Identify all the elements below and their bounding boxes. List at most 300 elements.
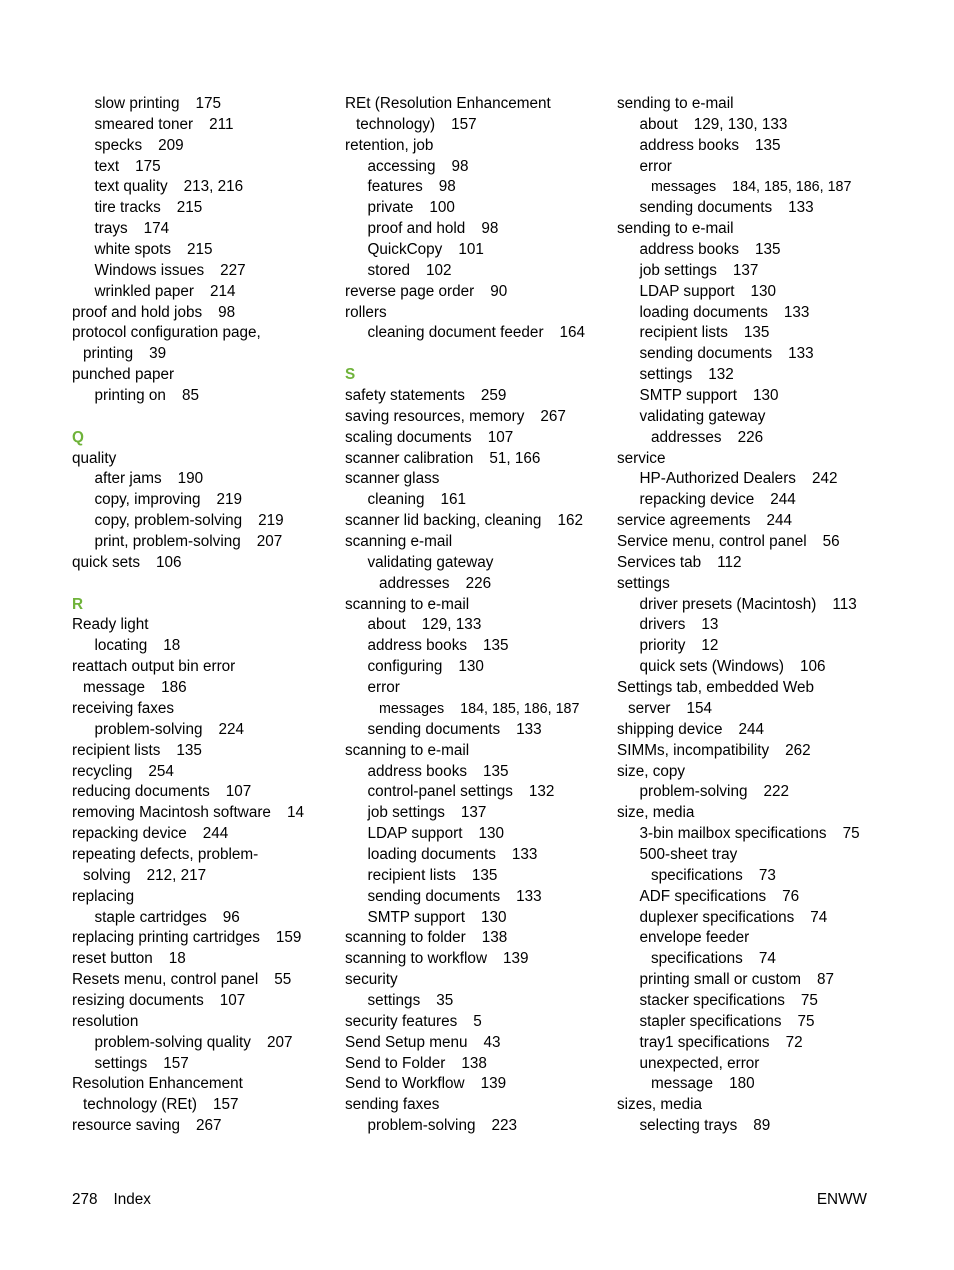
index-page-ref[interactable]: 184, 185, 186, 187	[460, 700, 580, 717]
index-term: proof and hold jobs	[72, 303, 203, 321]
index-page-ref[interactable]: 162	[557, 512, 583, 530]
index-page-ref[interactable]: 157	[212, 1096, 239, 1114]
index-term: text	[94, 157, 120, 175]
index-page-ref[interactable]: 242	[811, 470, 838, 488]
index-term: solving	[83, 866, 131, 884]
index-page-ref[interactable]: 190	[177, 470, 204, 488]
index-page-ref[interactable]: 139	[480, 1075, 507, 1093]
index-page-ref[interactable]: 184, 185, 186, 187	[732, 179, 852, 196]
index-entry	[617, 386, 860, 407]
index-entry	[72, 991, 304, 1012]
index-page-ref[interactable]: 73	[758, 866, 776, 884]
index-term: security	[345, 971, 398, 989]
index-page-ref[interactable]: 138	[481, 929, 508, 947]
index-term: about	[367, 616, 406, 634]
index-page-ref[interactable]: 226	[465, 574, 492, 592]
index-entry	[345, 1116, 585, 1137]
index-page-ref[interactable]: 138	[461, 1054, 487, 1072]
index-page-ref[interactable]: 207	[256, 533, 283, 551]
index-entry	[617, 1116, 860, 1137]
index-page-ref[interactable]: 85	[181, 387, 199, 405]
index-term: stacker specifications	[639, 991, 785, 1009]
index-term: drivers	[639, 616, 686, 634]
index-entry	[617, 511, 860, 532]
index-page-ref[interactable]: 98	[218, 303, 236, 321]
index-entry	[72, 699, 304, 720]
index-term: ADF specifications	[639, 887, 767, 905]
index-term: wrinkled paper	[94, 282, 194, 300]
index-entry	[345, 741, 585, 762]
index-letter-heading: R	[72, 595, 84, 613]
index-page-ref[interactable]: 267	[540, 407, 566, 425]
index-entry	[617, 1054, 860, 1075]
index-page-ref[interactable]: 107	[219, 991, 246, 1009]
index-term: address books	[639, 241, 739, 259]
index-entry	[617, 428, 860, 449]
index-page-ref[interactable]: 132	[528, 783, 555, 801]
index-page-ref[interactable]: 215	[187, 241, 213, 259]
index-entry	[617, 469, 860, 490]
index-page-ref[interactable]: 98	[438, 178, 456, 196]
index-entry	[345, 219, 585, 240]
index-entry	[72, 720, 304, 741]
index-page-ref[interactable]: 51, 166	[489, 449, 541, 467]
index-term: reset button	[72, 950, 153, 968]
index-page-ref[interactable]: 135	[483, 637, 509, 655]
index-term: scanning e-mail	[345, 533, 453, 551]
index-page-ref[interactable]: 180	[729, 1075, 755, 1093]
index-entry	[345, 94, 585, 115]
index-entry	[617, 762, 860, 783]
index-term: smeared toner	[94, 115, 194, 133]
index-term: driver presets (Macintosh)	[639, 595, 817, 613]
index-page-ref[interactable]: 212, 217	[146, 866, 207, 884]
index-page-ref[interactable]: 244	[770, 491, 796, 509]
index-page-ref[interactable]: 102	[426, 261, 452, 279]
index-term: replacing	[72, 887, 135, 905]
index-entry	[617, 490, 860, 511]
index-term: envelope feeder	[639, 929, 750, 947]
index-term: problem-solving	[94, 720, 203, 738]
index-term: printing	[83, 345, 134, 363]
index-entry	[72, 1012, 304, 1033]
index-entry	[72, 240, 304, 261]
index-term: validating gateway	[367, 553, 494, 571]
index-page-ref[interactable]: 207	[266, 1033, 293, 1051]
index-term: safety statements	[345, 387, 465, 405]
index-entry	[617, 198, 860, 219]
index-entry	[72, 1074, 304, 1095]
index-term: scanning to workflow	[345, 950, 487, 968]
index-page-ref[interactable]: 139	[503, 950, 529, 968]
index-entry	[345, 845, 585, 866]
index-term: printing on	[94, 387, 166, 405]
index-entry	[617, 636, 860, 657]
index-term: scanner lid backing, cleaning	[345, 512, 542, 530]
index-entry	[72, 866, 304, 887]
index-entry	[345, 678, 585, 699]
index-page-ref[interactable]: 133	[788, 199, 814, 217]
index-term: saving resources, memory	[345, 407, 525, 425]
index-entry	[72, 824, 304, 845]
index-entry	[345, 574, 585, 595]
index-entry	[72, 449, 304, 470]
index-term: Windows issues	[94, 261, 205, 279]
index-entry	[72, 949, 304, 970]
index-entry	[72, 532, 304, 553]
index-term: scanner glass	[345, 470, 440, 488]
index-entry	[617, 678, 860, 699]
index-entry	[345, 970, 585, 991]
index-page-ref[interactable]: 154	[686, 699, 713, 717]
index-term: settings	[367, 991, 421, 1009]
index-page-ref[interactable]: 43	[483, 1033, 501, 1051]
index-entry	[345, 553, 585, 574]
index-entry	[617, 928, 860, 949]
index-entry	[617, 365, 860, 386]
index-term: resolution	[72, 1012, 139, 1030]
index-term: private	[367, 199, 414, 217]
index-term: stapler specifications	[639, 1012, 782, 1030]
index-term: sending to e-mail	[617, 95, 734, 112]
index-entry	[345, 511, 585, 532]
index-term: text quality	[94, 178, 168, 196]
index-entry	[617, 595, 860, 616]
index-term: shipping device	[617, 720, 723, 738]
index-entry	[617, 115, 860, 136]
index-term: Service menu, control panel	[617, 533, 807, 551]
index-page-ref[interactable]: 132	[708, 366, 734, 384]
index-page-ref[interactable]: 87	[817, 971, 835, 989]
index-entry	[617, 449, 860, 470]
index-entry	[72, 198, 304, 219]
index-term: problem-solving quality	[94, 1033, 251, 1051]
index-entry	[72, 887, 304, 908]
page-footer-left	[72, 1190, 151, 1210]
index-page-ref[interactable]: 219	[216, 491, 243, 509]
index-page-ref[interactable]: 175	[195, 95, 222, 112]
index-page-ref[interactable]: 223	[491, 1117, 518, 1135]
index-term: Send to Workflow	[345, 1075, 465, 1093]
index-entry	[72, 157, 304, 178]
index-page-ref[interactable]: 244	[202, 825, 229, 843]
index-entry	[617, 866, 860, 887]
index-page-ref[interactable]: 157	[451, 115, 477, 133]
index-term: address books	[367, 637, 467, 655]
index-term: quick sets	[72, 553, 141, 571]
index-entry	[345, 782, 585, 803]
index-term: messages	[651, 179, 717, 196]
index-page-ref[interactable]: 133	[511, 845, 538, 863]
index-entry	[345, 887, 585, 908]
index-term: priority	[639, 637, 686, 655]
index-page-ref[interactable]: 135	[471, 866, 498, 884]
index-page-ref[interactable]: 174	[143, 220, 170, 238]
index-page-ref[interactable]: 101	[458, 241, 484, 259]
index-term: 500-sheet tray	[639, 845, 738, 863]
index-page-ref[interactable]: 164	[559, 324, 586, 342]
index-entry	[345, 490, 585, 511]
index-entry	[617, 407, 860, 428]
index-term: problem-solving	[367, 1117, 476, 1135]
index-page-ref[interactable]: 113	[832, 595, 857, 613]
index-page-ref[interactable]: 186	[161, 679, 187, 697]
index-entry	[617, 699, 860, 720]
index-entry	[72, 490, 304, 511]
index-page-ref[interactable]: 157	[163, 1054, 189, 1072]
index-page-ref[interactable]: 226	[737, 428, 764, 446]
index-term: copy, improving	[94, 491, 201, 509]
index-term: cleaning document feeder	[367, 324, 544, 342]
index-term: replacing printing cartridges	[72, 929, 260, 947]
index-entry	[617, 949, 860, 970]
index-term: address books	[639, 136, 739, 154]
index-page-ref[interactable]: 72	[785, 1033, 803, 1051]
index-page-ref[interactable]: 135	[743, 324, 770, 342]
index-page-ref[interactable]: 259	[480, 387, 507, 405]
index-page-ref[interactable]: 211	[209, 115, 234, 133]
index-page-ref[interactable]: 76	[782, 887, 800, 905]
index-term: Services tab	[617, 553, 702, 571]
index-term: stored	[367, 261, 411, 279]
index-page-ref[interactable]: 74	[758, 950, 776, 968]
index-term: cleaning	[367, 491, 425, 509]
index-entry	[72, 970, 304, 991]
index-term: message	[651, 1075, 714, 1093]
index-column-3	[617, 94, 860, 1137]
index-page-ref[interactable]: 133	[516, 887, 542, 905]
index-page-ref[interactable]: 130	[753, 387, 779, 405]
index-entry	[345, 699, 585, 720]
index-entry	[345, 469, 585, 490]
index-term: rollers	[345, 303, 387, 321]
index-page-ref[interactable]: 135	[755, 241, 781, 259]
index-term: loading documents	[639, 303, 768, 321]
index-entry	[72, 1033, 304, 1054]
index-entry	[617, 991, 860, 1012]
index-entry	[617, 845, 860, 866]
index-page-ref[interactable]: 75	[800, 991, 818, 1009]
index-page-ref[interactable]: 137	[460, 804, 487, 822]
index-page-ref[interactable]: 98	[481, 220, 499, 238]
index-term: Settings tab, embedded Web	[617, 679, 815, 697]
index-page-ref[interactable]: 262	[785, 741, 811, 759]
index-page-ref[interactable]: 39	[149, 345, 167, 363]
index-page-ref[interactable]: 161	[440, 491, 467, 509]
index-entry	[617, 615, 860, 636]
index-entry	[345, 115, 585, 136]
page-number: 278	[72, 1191, 98, 1208]
index-term: error	[639, 157, 672, 175]
index-term: HP-Authorized Dealers	[639, 470, 796, 488]
index-entry	[617, 803, 860, 824]
index-page-ref[interactable]: 135	[483, 762, 509, 780]
index-entry	[72, 344, 304, 365]
index-term: sending documents	[639, 345, 773, 363]
index-page-ref[interactable]: 129, 130, 133	[693, 115, 788, 133]
index-page-ref[interactable]: 254	[148, 762, 174, 780]
section-name: Index	[113, 1191, 151, 1208]
index-term: sending documents	[639, 199, 773, 217]
index-page-ref[interactable]: 133	[516, 720, 542, 738]
index-page-ref[interactable]: 130	[750, 282, 776, 300]
index-entry	[72, 762, 304, 783]
index-term: sending faxes	[345, 1096, 440, 1114]
index-entry	[72, 323, 304, 344]
index-term: proof and hold	[367, 220, 466, 238]
index-entry	[617, 970, 860, 991]
index-term: locating	[94, 637, 148, 655]
index-page-ref[interactable]: 219	[258, 512, 284, 530]
index-entry	[345, 928, 585, 949]
index-term: recipient lists	[639, 324, 728, 342]
index-page-ref[interactable]: 100	[429, 199, 455, 217]
index-term: specks	[94, 136, 143, 154]
index-entry	[72, 928, 304, 949]
index-page-ref[interactable]: 133	[788, 345, 814, 363]
index-page-ref[interactable]: 215	[176, 199, 203, 217]
index-page-ref[interactable]: 107	[225, 783, 252, 801]
index-entry	[345, 1054, 585, 1075]
index-page-ref[interactable]: 175	[135, 157, 161, 175]
index-page-ref[interactable]: 135	[176, 741, 202, 759]
index-entry	[345, 762, 585, 783]
index-page-ref[interactable]: 135	[755, 136, 781, 154]
index-page-ref[interactable]: 227	[220, 261, 246, 279]
index-page-ref[interactable]: 106	[156, 553, 182, 571]
index-page-ref[interactable]: 18	[163, 637, 181, 655]
index-entry	[617, 219, 860, 240]
index-term: retention, job	[345, 136, 434, 154]
index-entry	[72, 511, 304, 532]
index-page-ref[interactable]: 74	[810, 908, 828, 926]
index-term: Resets menu, control panel	[72, 971, 259, 989]
index-term: repacking device	[639, 491, 755, 509]
index-term: recipient lists	[367, 866, 456, 884]
index-page-ref[interactable]: 96	[222, 908, 240, 926]
index-term: duplexer specifications	[639, 908, 795, 926]
index-page-ref[interactable]: 130	[458, 658, 484, 676]
index-entry	[617, 532, 860, 553]
index-term: control-panel settings	[367, 783, 513, 801]
index-page-ref[interactable]: 75	[797, 1012, 815, 1030]
index-entry	[72, 219, 304, 240]
index-term: error	[367, 679, 400, 697]
index-term: job settings	[639, 261, 717, 279]
index-term: recipient lists	[72, 741, 161, 759]
index-page-ref[interactable]: 14	[286, 804, 304, 822]
index-entry	[617, 887, 860, 908]
index-term: scanning to e-mail	[345, 741, 470, 759]
index-entry	[345, 428, 585, 449]
index-entry	[72, 94, 304, 115]
index-entry	[617, 282, 860, 303]
index-entry	[617, 157, 860, 178]
index-entry	[72, 782, 304, 803]
index-term: addresses	[379, 574, 450, 592]
index-entry	[72, 177, 304, 198]
index-entry	[72, 678, 304, 699]
index-page-ref[interactable]: 55	[274, 971, 292, 989]
index-entry	[617, 344, 860, 365]
index-page-ref[interactable]: 222	[763, 783, 790, 801]
index-term: sending to e-mail	[617, 220, 734, 238]
index-entry	[72, 1054, 304, 1075]
index-term: LDAP support	[639, 282, 735, 300]
index-entry	[617, 261, 860, 282]
index-entry	[345, 1095, 585, 1116]
index-entry	[345, 595, 585, 616]
index-term: reverse page order	[345, 282, 475, 300]
index-term: white spots	[94, 241, 172, 259]
index-page-ref[interactable]: 130	[481, 908, 507, 926]
index-page-ref[interactable]: 106	[800, 658, 826, 676]
index-page-ref[interactable]: 90	[490, 282, 508, 300]
index-entry	[345, 636, 585, 657]
index-page-ref[interactable]: 13	[701, 616, 719, 634]
index-letter-heading: Q	[72, 428, 84, 446]
index-term: problem-solving	[639, 783, 748, 801]
index-page-ref[interactable]: 56	[822, 533, 840, 551]
index-page-ref[interactable]: 159	[275, 929, 302, 947]
index-term: SMTP support	[639, 387, 737, 405]
index-entry	[72, 553, 304, 574]
index-letter-heading: S	[345, 366, 356, 384]
index-page-ref[interactable]: 35	[436, 991, 454, 1009]
index-term: specifications	[651, 866, 743, 884]
index-page-ref[interactable]: 214	[209, 282, 236, 300]
index-term: quick sets (Windows)	[639, 658, 785, 676]
index-page-ref[interactable]: 209	[158, 136, 184, 154]
index-column-2	[345, 94, 585, 1137]
index-page-ref[interactable]: 5	[473, 1012, 482, 1030]
index-page-ref[interactable]: 107	[487, 428, 514, 446]
index-entry	[617, 574, 860, 595]
index-term: scaling documents	[345, 428, 472, 446]
index-entry	[72, 136, 304, 157]
index-term: Ready light	[72, 616, 149, 634]
index-term: technology (REt)	[83, 1096, 197, 1114]
index-page-ref[interactable]: 18	[168, 950, 186, 968]
index-page-ref[interactable]: 98	[451, 157, 469, 175]
index-term: settings	[617, 574, 670, 592]
index-page-ref[interactable]: 213, 216	[183, 178, 244, 196]
index-entry	[345, 866, 585, 887]
index-page-ref[interactable]: 130	[478, 825, 504, 843]
index-term: repeating defects, problem-	[72, 845, 259, 863]
index-page-ref[interactable]: 267	[195, 1117, 222, 1135]
index-page-ref[interactable]: 75	[842, 825, 860, 843]
index-page-ref[interactable]: 244	[766, 512, 793, 530]
index-term: slow printing	[94, 95, 180, 112]
index-page-ref[interactable]: 137	[732, 261, 759, 279]
index-page-ref[interactable]: 244	[738, 720, 764, 738]
index-page-ref[interactable]: 112	[717, 553, 742, 571]
index-page-ref[interactable]: 129, 133	[421, 616, 482, 634]
index-page-ref[interactable]: 12	[701, 637, 719, 655]
index-entry	[345, 991, 585, 1012]
index-page-ref[interactable]: 224	[218, 720, 245, 738]
index-entry	[72, 636, 304, 657]
index-term: features	[367, 178, 423, 196]
index-term: punched paper	[72, 366, 175, 384]
index-page-ref[interactable]: 89	[753, 1117, 771, 1135]
index-page-ref[interactable]: 133	[783, 303, 810, 321]
index-entry	[72, 261, 304, 282]
index-entry	[345, 720, 585, 741]
index-entry	[345, 261, 585, 282]
index-term: server	[628, 699, 671, 717]
